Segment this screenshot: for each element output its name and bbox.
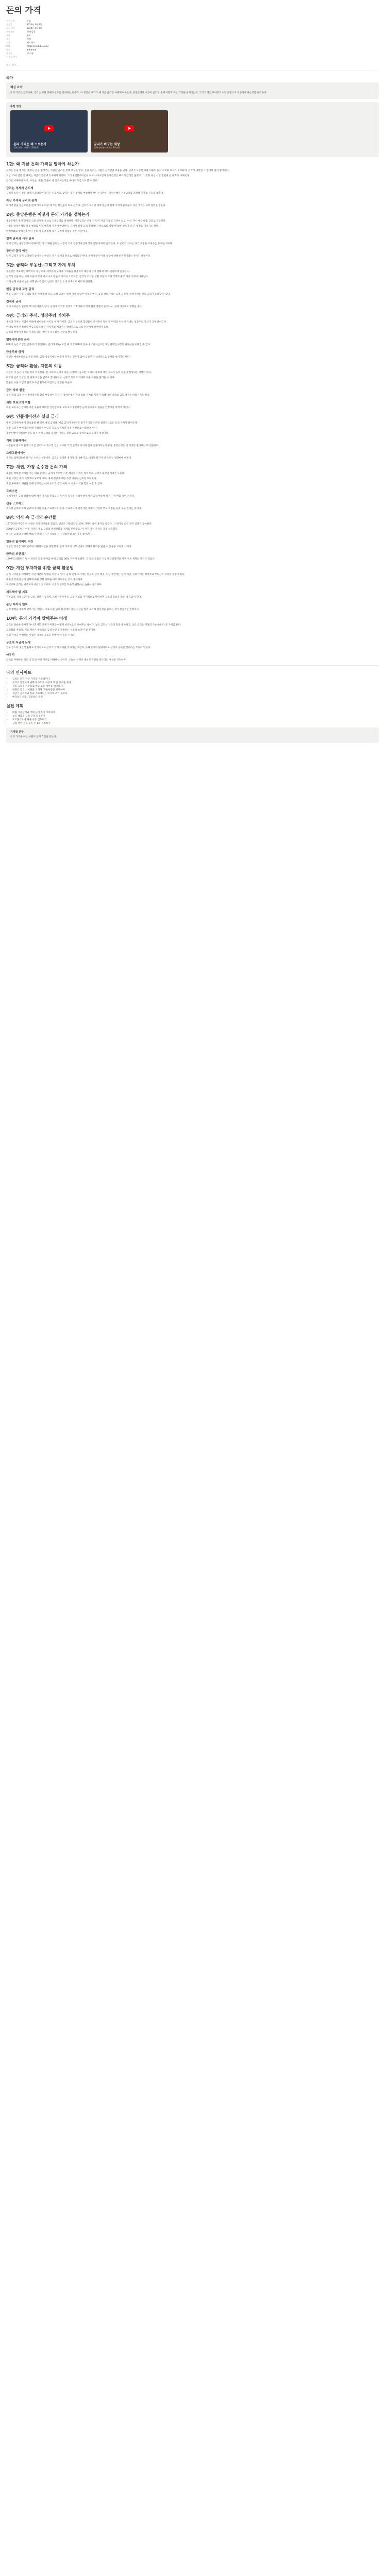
subsection-heading: 금리 차와 환율: [6, 389, 25, 393]
property-key: 카테고리: [6, 30, 14, 33]
quote-callout: [6, 727, 379, 743]
subsection-heading: 금융주와 금리: [6, 351, 24, 354]
subsection-text: 외환 보유고는 급격한 자본 유출에 대비한 안전판이다. 보유고가 충분하면 금리 충격에도 환율을 안정시킬 여력이 생긴다.: [6, 406, 130, 410]
subsection-text: 금리가 높다는 것은 경제가 과열되어 있다는 신호이고, 낮다는 것은 경기를 부양해야 한다는 의미다. 중앙은행은 기준금리를 조절해 경제의 온도를 맞춘다.: [6, 192, 164, 195]
subsection-heading: 마무리: [6, 654, 15, 657]
property-key: 상태: [6, 34, 10, 37]
property-key: 최근 편집: [6, 27, 15, 30]
document: [0, 0, 385, 743]
property-row[interactable]: [6, 33, 379, 37]
section-heading: 6편: 인플레이션과 실질 금리: [6, 414, 59, 419]
action-item: • 보유 대출의 금리 구조 점검하기: [12, 715, 379, 718]
paragraph: 금리는 단순한 숫자가 아니라 사회 전체가 미래를 어떻게 바라보는지 보여주는 창이다. 높은 금리는 지금의 돈을 중시하고, 낮은 금리는 미래의 가능성에 더 큰 가치를 둔다.: [6, 624, 181, 627]
action-item: • 금리 관련 경제 뉴스 주 1회 정리하기: [12, 722, 379, 725]
paragraph: 채권은 정해진 이자를 주는 대출 증서다. 금리가 오르면 기존 채권의 가격은 떨어지고, 금리가 내리면 가격은 오른다.: [6, 472, 125, 476]
subsection-heading: 자산 가격과 금리의 관계: [6, 199, 37, 203]
subsection-heading: 듀레이션: [6, 490, 18, 494]
paragraph: 금리를 이해하면 주식, 부동산, 채권, 환율이 왜 움직이는지를 하나의 흐름으로 볼 수 있다.: [6, 180, 98, 183]
divider: [6, 665, 379, 666]
subsection-heading: 기대 인플레이션: [6, 439, 27, 443]
action-item: • 매월 기준금리와 국채 금리 추이 기록하기: [12, 711, 379, 715]
paragraph: 미국의 금리 인상은 전 세계 자금을 달러로 끌어들이고, 신흥국 통화의 약세와 자본 유출을 불러올 수 있다.: [6, 377, 115, 380]
paragraph: 명목 금리에서 물가 상승률을 뺀 것이 실질 금리다. 예금 금리가 3%라도 물가가 5% 오르면 실질적으로는 돈의 가치가 줄어든다.: [6, 422, 138, 425]
property-key: 평점: [6, 48, 10, 52]
subsection-heading: 일본의 잃어버린 시간: [6, 540, 34, 544]
property-row[interactable]: [6, 55, 379, 59]
paragraph: 역사는 금리의 급격한 변화가 언제나 자산 시장의 큰 전환점이었다는 것을 보여준다.: [6, 533, 92, 536]
property-row[interactable]: [6, 23, 379, 26]
subsection-text: 기준금리, 국채 10년물 금리, 장단기 금리차, 소비자물가지수, 고용 지표를 주기적으로 확인하면 금리의 흐름을 읽는 데 도움이 된다.: [6, 596, 142, 599]
subsection-text: 1997년 외환위기 당시 한국은 환율 방어를 위해 금리를 30% 가까이 올렸다. 그 결과 수많은 기업이 도산했지만 이후 구조 개혁의 계기가 되었다.: [6, 558, 156, 561]
property-key: 태그: [6, 38, 10, 41]
video-heading: 추천 영상: [10, 105, 22, 109]
page-title: 돈의 가격: [6, 5, 41, 15]
section-heading: 10편: 돈의 가격이 말해주는 미래: [6, 616, 68, 621]
subsection-heading: 스태그플레이션: [6, 452, 26, 455]
section-heading: 8편: 역사 속 금리의 순간들: [6, 515, 57, 520]
action-item: • 포트폴리오에 채권 비중 검토하기: [12, 718, 379, 722]
property-key: + 속성 추가: [6, 56, 18, 59]
subsection-heading: 정책 금리와 시장 금리: [6, 238, 35, 241]
insight-heading: 나의 인사이트: [6, 670, 32, 675]
paragraph: 개인 투자자도 채권을 통해 안정적인 이자 수익과 금리 하락 시 시세 차익을 함께 노릴 수 있다.: [6, 483, 103, 486]
video-thumbnail[interactable]: [91, 110, 168, 152]
section-heading: 2편: 중앙은행은 어떻게 돈의 가격을 정하는가: [6, 212, 90, 217]
property-value[interactable]: 경제: [27, 38, 31, 41]
subsection-heading: 변동 금리와 고정 금리: [6, 288, 35, 292]
property-value[interactable]: 2024년 4월 9일: [27, 23, 42, 26]
video-subtitle: 경제 인터뷰 · 조회수 85만회: [94, 146, 120, 149]
insight-item: • 장단기 금리차와 신용 스프레드는 위기의 조기 경보다.: [12, 692, 379, 696]
subsection-text: 미래에 받을 현금흐름을 현재 가치로 바꿀 때 쓰는 할인율이 바로 금리다. 금리가 오르면 미래 현금의 현재 가치가 줄어들어 자산 가격은 하락 압력을 받는다.: [6, 205, 166, 208]
subsection-heading: 구조적 저금리 논쟁: [6, 641, 31, 645]
property-value[interactable]: 팩트체크: [27, 41, 35, 44]
paragraph: 고령화와 저성장, 기술 혁신은 앞으로의 금리 수준을 결정하는 구조적 요인이 될 것이다.: [6, 629, 96, 632]
property-row[interactable]: [6, 30, 379, 33]
property-value[interactable]: ★★★★★: [27, 48, 36, 52]
paragraph: 금리는 돈을 빌리는 대가다. 돈을 빌려주는 사람은 금리를 통해 보상을 받고, 돈을 빌리는 사람은 금리만큼 비용을 낸다. 금리가 오르면 대출 비용이 늘고 소비와 투자가 위축되며, 금리가 내리면 그 반대의 일이 벌어진다.: [6, 170, 229, 173]
comment-input[interactable]: 댓글 추가...: [6, 64, 19, 67]
section-heading: 1편: 왜 지금 돈의 가격을 알아야 하는가: [6, 162, 79, 167]
property-row[interactable]: [6, 44, 379, 48]
quote-heading: 기억할 문장: [10, 731, 24, 734]
insight-item: • 금리의 방향보다 변화의 속도가 시장에 더 큰 충격을 준다.: [12, 681, 379, 685]
video-thumbnail[interactable]: [10, 110, 88, 152]
properties: [6, 19, 379, 59]
property-row[interactable]: [6, 37, 379, 41]
property-row[interactable]: [6, 41, 379, 44]
paragraph: 1970년대 미국은 두 자릿수 인플레이션을 겪었고, 연준은 기준금리를 20% 가까이 올려 물가를 잡았다. 그 대가로 깊은 경기 침체가 찾아왔다.: [6, 523, 153, 526]
paragraph: 시장은 중앙은행의 다음 행보를 미리 예측해 가격에 반영한다. 그래서 실제 금리 결정보다 '앞으로의 방향'에 대한 신호가 더 큰 영향을 미치기도 한다.: [6, 225, 159, 228]
paragraph: 부동산은 대표적인 레버리지 자산이다. 대부분의 구매자가 대출을 활용하기 때문에 금리 변화에 매우 민감하게 반응한다.: [6, 270, 130, 274]
summary-text: 돈의 가격은 금리이며, 금리는 경제 전체의 온도를 결정하는 변수다. 이 영상은 우리가 왜 지금 금리를 이해해야 하는지, 중앙은행과 시장이 금리를 통해 어떻게 자산 가격을 움직이는지, 그리고 개인 투자자가 어떤 관점으로 대응해야 하는지를 정리한다.: [10, 92, 267, 95]
paragraph: 무엇보다 금리는 예측보다 대응의 영역이다. 시장의 신호를 꾸준히 관찰하는 습관이 필요하다.: [6, 584, 103, 587]
paragraph: 2008년 금융위기 이후 각국은 제로 금리와 양적완화로 경제를 떠받쳤고, 이 시기 자산 가격은 크게 상승했다.: [6, 528, 118, 531]
subsection-text: 경기는 침체되는데 물가는 오르는 상황이다. 금리를 올리면 경기가 더 나빠지고, 내리면 물가가 더 오르는 딜레마에 빠진다.: [6, 457, 132, 460]
subsection-heading: 분산 투자의 원칙: [6, 603, 28, 607]
section-heading: 3편: 금리와 부동산, 그리고 가계 부채: [6, 263, 75, 268]
property-row[interactable]: [6, 19, 379, 23]
video-row: [10, 110, 375, 152]
property-value[interactable]: 경제/금융: [27, 30, 36, 33]
property-key: 저자: [6, 41, 10, 44]
paragraph: 실질 금리가 마이너스일 때 사람들은 현금을 들고 있기보다 실물 자산으로 이동하려 한다.: [6, 427, 98, 430]
quote-text: 돈의 가격을 아는 사람이 돈의 흐름을 읽는다.: [10, 736, 57, 739]
video-title: 금리가 바꾸는 세상: [94, 143, 120, 146]
subsection-heading: 장단기 금리 역전: [6, 250, 28, 253]
paragraph: 대출이 있다면 금리 변화에 따른 상환 계획을 미리 세워두는 것이 중요하다.: [6, 579, 83, 582]
subsection-heading: 신용 스프레드: [6, 502, 24, 506]
subsection-text: 두 나라의 금리 차가 벌어질수록 환율 변동성이 커진다. 중앙은행은 자국 통화 가치를 지키기 위해 다른 나라의 금리 결정을 따라가기도 한다.: [6, 394, 150, 397]
paragraph: 주식의 가치는 기업이 미래에 벌어들일 이익의 현재 가치다. 금리가 오르면 할인율이 커지면서 특히 먼 미래의 이익에 기대는 성장주의 가치가 크게 줄어든다.: [6, 321, 167, 324]
insight-item: • 실질 금리를 기준으로 현금 보유 여부를 판단하자.: [12, 685, 379, 688]
property-value[interactable]: 완료: [27, 34, 31, 37]
subsection-heading: 밸류에이션과 금리: [6, 338, 30, 342]
property-key: 생성일: [6, 23, 12, 26]
section-heading: 5편: 금리와 환율, 자본의 이동: [6, 364, 62, 369]
subsection-heading: 체크해야 할 지표: [6, 591, 28, 595]
subsection-heading: 금리는 경제의 온도계: [6, 187, 34, 191]
paragraph: 금리의 방향이 바뀌는 시점을 읽는 것이 투자 스타일 전환의 핵심이다.: [6, 331, 78, 334]
action-heading: 실천 계획: [6, 704, 24, 709]
subsection-heading: 한국의 외환위기: [6, 553, 27, 556]
property-key: 작성자: [6, 52, 12, 55]
video-callout: [6, 102, 379, 157]
subsection-text: 변동 금리는 시장 금리를 따라 이자가 바뀌고, 고정 금리는 일정 기간 동일한 이자를 낸다. 금리 상승기에는 고정 금리가, 하락기에는 변동 금리가 유리할 수 있다.: [6, 293, 171, 296]
subsection-text: 은행은 예대마진으로 돈을 번다. 금리 상승기에는 마진이 커지는 경우가 많아 금융주가 상대적으로 강세를 보이기도 한다.: [6, 356, 130, 359]
property-value[interactable]: 빈 이름: [27, 52, 34, 55]
subsection-text: 단기 금리가 장기 금리보다 높아지는 현상은 경기 침체의 전조로 해석되곤 한다. 투자자들이 미래 성장에 대해 비관적이라는 뜻이기 때문이다.: [6, 255, 151, 258]
paragraph: 환율은 수출 기업의 실적과 수입 물가에 직접적인 영향을 미친다.: [6, 382, 73, 385]
action-list: [6, 711, 379, 725]
paragraph: 양적완화와 양적긴축 역시 돈의 양을 조절해 장기 금리에 영향을 주는 수단이다.: [6, 230, 88, 233]
paragraph: 중앙은행은 물가 안정과 고용 안정을 목표로 기준금리를 결정한다. 기준금리는 은행 간 단기 자금 거래의 기준이 되고, 이는 다시 예금·대출 금리로 전달된다.: [6, 220, 166, 223]
video-subtitle: 경제 다큐 · 조회수 120만회: [13, 146, 39, 149]
subsection-text: 일본은 장기간 제로 금리와 디플레이션을 경험했다. 돈의 가격이 너무 낮아도 경제가 활력을 잃을 수 있음을 보여준 사례다.: [6, 546, 132, 549]
subsection-heading: 외환 보유고의 역할: [6, 401, 31, 405]
subsection-text: 인구 감소와 생산성 둔화로 장기적으로 금리가 낮게 유지될 것이라는 주장과, 부채 증가와 탈세계화로 금리가 높아질 것이라는 주장이 맞선다.: [6, 647, 151, 650]
paragraph: 금리 사이클을 이해하면 자산 배분의 방향을 정할 수 있다. 금리 인상 초기에는 현금과 단기 채권, 인상 후반에는 장기 채권, 인하기에는 성장주와 부동산이 유리한 경향이 있다.: [6, 573, 186, 577]
property-row[interactable]: [6, 48, 379, 52]
play-icon[interactable]: [125, 125, 134, 131]
property-key: 우선 순위: [6, 20, 15, 23]
insight-item: • 대출은 금리 사이클을 고려해 고정/변동을 선택하자.: [12, 688, 379, 692]
play-icon[interactable]: [44, 125, 54, 131]
section-heading: 7편: 채권, 가장 순수한 돈의 가격: [6, 465, 68, 470]
subsection-text: 정책 금리는 중앙은행이 정하지만, 장기 채권 금리는 시장의 기대 인플레이션과 성장 전망에 따라 움직인다. 두 금리의 차이는 경기 전망을 보여주는 중요한 지표다.: [6, 243, 173, 246]
property-value[interactable]: 중요: [27, 20, 31, 23]
subsection-text: 금리를 이해하는 것은 곧 돈의 시간 가치를 이해하는 것이다. 오늘의 선택이 내일의 자산을 만든다는 사실을 기억하자.: [6, 659, 127, 662]
property-row[interactable]: [6, 26, 379, 30]
paragraph: 중앙은행이 인플레이션을 잡기 위해 금리를 올리는 이유도 실질 금리를 플러스로 되돌리기 위함이다.: [6, 432, 109, 435]
section-heading: 9편: 개인 투자자를 위한 금리 활용법: [6, 566, 74, 571]
paragraph: 채권 시장은 주식 시장보다 규모가 크며, 경제 전망에 대한 가장 냉정한 신호를 보여준다.: [6, 478, 97, 481]
subsection-text: 사람들이 앞으로 물가가 오를 것이라고 믿으면 임금 요구와 가격 인상이 이어져 실제 인플레이션이 된다. 중앙은행은 이 기대를 관리하는 데 집중한다.: [6, 445, 159, 448]
paragraph: 지난 10여 년간 전 세계는 저금리 환경에 익숙해져 있었다. 그러나 인플레이션이 다시 나타나면서 중앙은행은 빠르게 금리를 올렸고, 그 결과 자산 시장 전반에 큰 변화가 나타났다.: [6, 175, 190, 178]
subsection-heading: 전세와 금리: [6, 300, 21, 304]
paragraph: 가계 부채 비율이 높은 사회일수록 금리 인상의 충격은 소비 위축으로 빠르게 번진다.: [6, 281, 93, 284]
video-title: 돈의 가격은 왜 오르는가: [13, 143, 47, 146]
insight-item: • 예측보다 대응, 집중보다 분산.: [12, 696, 379, 699]
summary-callout: [6, 82, 379, 99]
page: [0, 0, 385, 746]
summary-heading: 핵심 요약: [10, 86, 23, 90]
insight-list: [6, 677, 379, 699]
property-key: URL: [6, 45, 10, 48]
section-heading: 4편: 금리와 주식, 성장주와 가치주: [6, 313, 70, 318]
subsection-text: 전세 보증금은 일종의 무이자 대출과 같다. 금리가 오르면 전세의 기회비용이 커져 월세 전환이 늘어나고, 전세 가격에도 영향을 준다.: [6, 306, 143, 309]
insight-item: • 금리는 모든 자산 가격의 기준점이다.: [12, 677, 379, 681]
paragraph: 반대로 현재 안정적인 현금흐름을 내는 가치주와 배당주는 상대적으로 금리 인상기에 방어력이 높다.: [6, 326, 109, 329]
subsection-text: 듀레이션은 금리 변화에 대한 채권 가격의 민감도다. 만기가 길수록 듀레이션이 커져 금리 변동에 따른 가격 변화 폭이 커진다.: [6, 495, 135, 498]
subsection-text: PER이 높은 기업은 금리에 더 민감하다. 금리가 1%p 오를 때 적정 PER이 얼마나 낮아지는지를 계산해보면 시장의 변동성을 이해할 수 있다.: [6, 344, 151, 347]
subsection-text: 회사채 금리와 국채 금리의 차이를 신용 스프레드라 한다. 스프레드가 벌어지면 시장이 기업의 부도 위험을 높게 보고 있다는 뜻이다.: [6, 507, 142, 511]
property-row[interactable]: [6, 52, 379, 55]
subsection-text: 금리 방향을 정확히 맞히기는 어렵다. 서로 다른 금리 환경에서 강한 자산을 함께 보유해 변동성을 줄이는 것이 현실적인 전략이다.: [6, 608, 140, 612]
property-value[interactable]: https://youtube.com/: [27, 45, 48, 48]
paragraph: 자본은 더 높은 수익을 찾아 이동한다. 한 나라의 금리가 다른 나라보다 높으면 그 나라 통화에 대한 수요가 늘어 환율이 절상되는 경향이 있다.: [6, 371, 152, 375]
paragraph: 돈의 가격을 이해하는 사람은 경제의 흐름을 한발 앞서 읽을 수 있다.: [6, 634, 76, 637]
property-value[interactable]: 2024년 4월 9일: [27, 27, 42, 30]
sections: [6, 161, 379, 662]
paragraph: 금리가 낮을 때는 이자 부담이 적어 매수 수요가 늘고 가격이 오르지만, 금리가 오르면 상환 부담이 커져 거래가 줄고 가격 조정이 나타난다.: [6, 276, 149, 279]
toc-title: 목차: [6, 76, 13, 80]
